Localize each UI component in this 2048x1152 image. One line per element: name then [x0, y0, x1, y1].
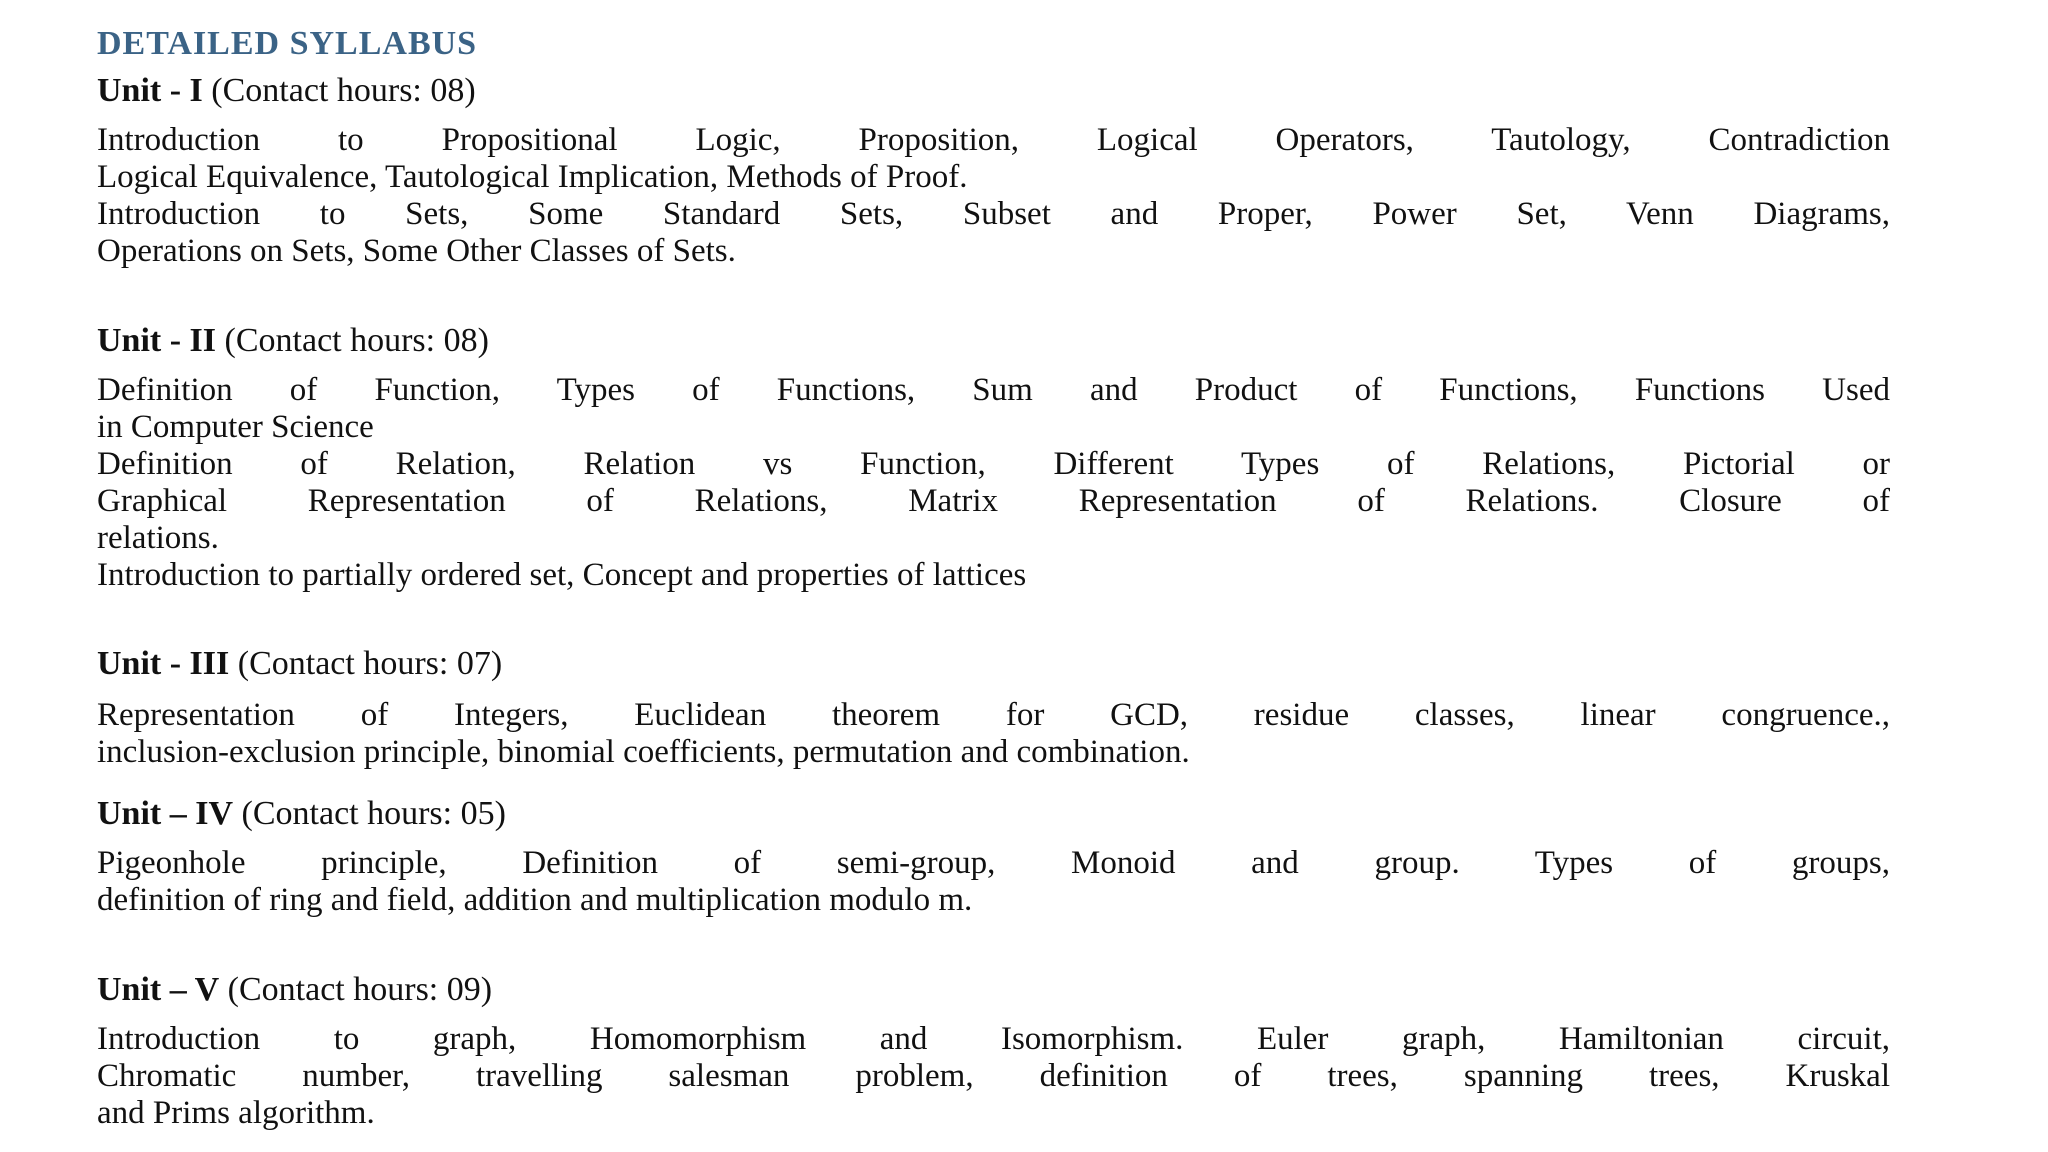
unit-2-line: Definition of Relation, Relation vs Function, Different Types of Relations, Pictorial or: [97, 446, 1890, 482]
unit-4-content: [97, 845, 1890, 919]
unit-4-heading: [97, 791, 1890, 837]
unit-1-line: Operations on Sets, Some Other Classes of Sets.: [97, 233, 736, 269]
unit-2-line: Graphical Representation of Relations, Matrix Representation of Relations. Closure of: [97, 483, 1890, 519]
unit-5-hours: (Contact hours: 09): [227, 971, 493, 1008]
unit-1-heading: [97, 68, 1890, 114]
unit-1-line: Introduction to Sets, Some Standard Sets, Subset and Proper, Power Set, Venn Diagrams,: [97, 196, 1890, 232]
unit-3-hours: (Contact hours: 07): [237, 645, 503, 682]
unit-3-heading: [97, 641, 1890, 687]
unit-5-line: and Prims algorithm.: [97, 1095, 375, 1131]
unit-2-line: in Computer Science: [97, 409, 374, 445]
unit-2-line: relations.: [97, 520, 219, 556]
unit-1-line: Logical Equivalence, Tautological Implication, Methods of Proof.: [97, 159, 968, 195]
syllabus-page: [97, 20, 1890, 1132]
unit-1-hours: (Contact hours: 08): [211, 72, 476, 109]
unit-5-name: Unit – V: [97, 971, 220, 1008]
unit-3-line: Representation of Integers, Euclidean theorem for GCD, residue classes, linear congruence.,: [97, 697, 1890, 733]
unit-2-hours: (Contact hours: 08): [224, 322, 489, 359]
unit-1-line: Introduction to Propositional Logic, Proposition, Logical Operators, Tautology, Contradiction: [97, 122, 1890, 158]
unit-3-content: [97, 697, 1890, 771]
unit-4-line: Pigeonhole principle, Definition of semi-group, Monoid and group. Types of groups,: [97, 845, 1890, 881]
unit-2-content: [97, 372, 1890, 594]
unit-2-line: Definition of Function, Types of Functions, Sum and Product of Functions, Functions Used: [97, 372, 1890, 408]
unit-5-heading: [97, 967, 1890, 1013]
unit-1-content: [97, 122, 1890, 270]
unit-2-heading: [97, 318, 1890, 364]
unit-2-name: Unit - II: [97, 322, 217, 359]
unit-2-line: Introduction to partially ordered set, Concept and properties of lattices: [97, 557, 1027, 593]
unit-5-content: [97, 1021, 1890, 1132]
unit-1-name: Unit - I: [97, 72, 203, 109]
unit-4-name: Unit – IV: [97, 795, 234, 832]
unit-4-hours: (Contact hours: 05): [241, 795, 506, 832]
unit-3-line: inclusion-exclusion principle, binomial coefficients, permutation and combination.: [97, 734, 1190, 770]
page-title: DETAILED SYLLABUS: [97, 25, 478, 62]
unit-5-line: Introduction to graph, Homomorphism and Isomorphism. Euler graph, Hamiltonian circuit,: [97, 1021, 1890, 1057]
unit-3-name: Unit - III: [97, 645, 230, 682]
unit-4-line: definition of ring and field, addition and multiplication modulo m.: [97, 882, 973, 918]
unit-5-line: Chromatic number, travelling salesman problem, definition of trees, spanning trees, Kruskal: [97, 1058, 1890, 1094]
